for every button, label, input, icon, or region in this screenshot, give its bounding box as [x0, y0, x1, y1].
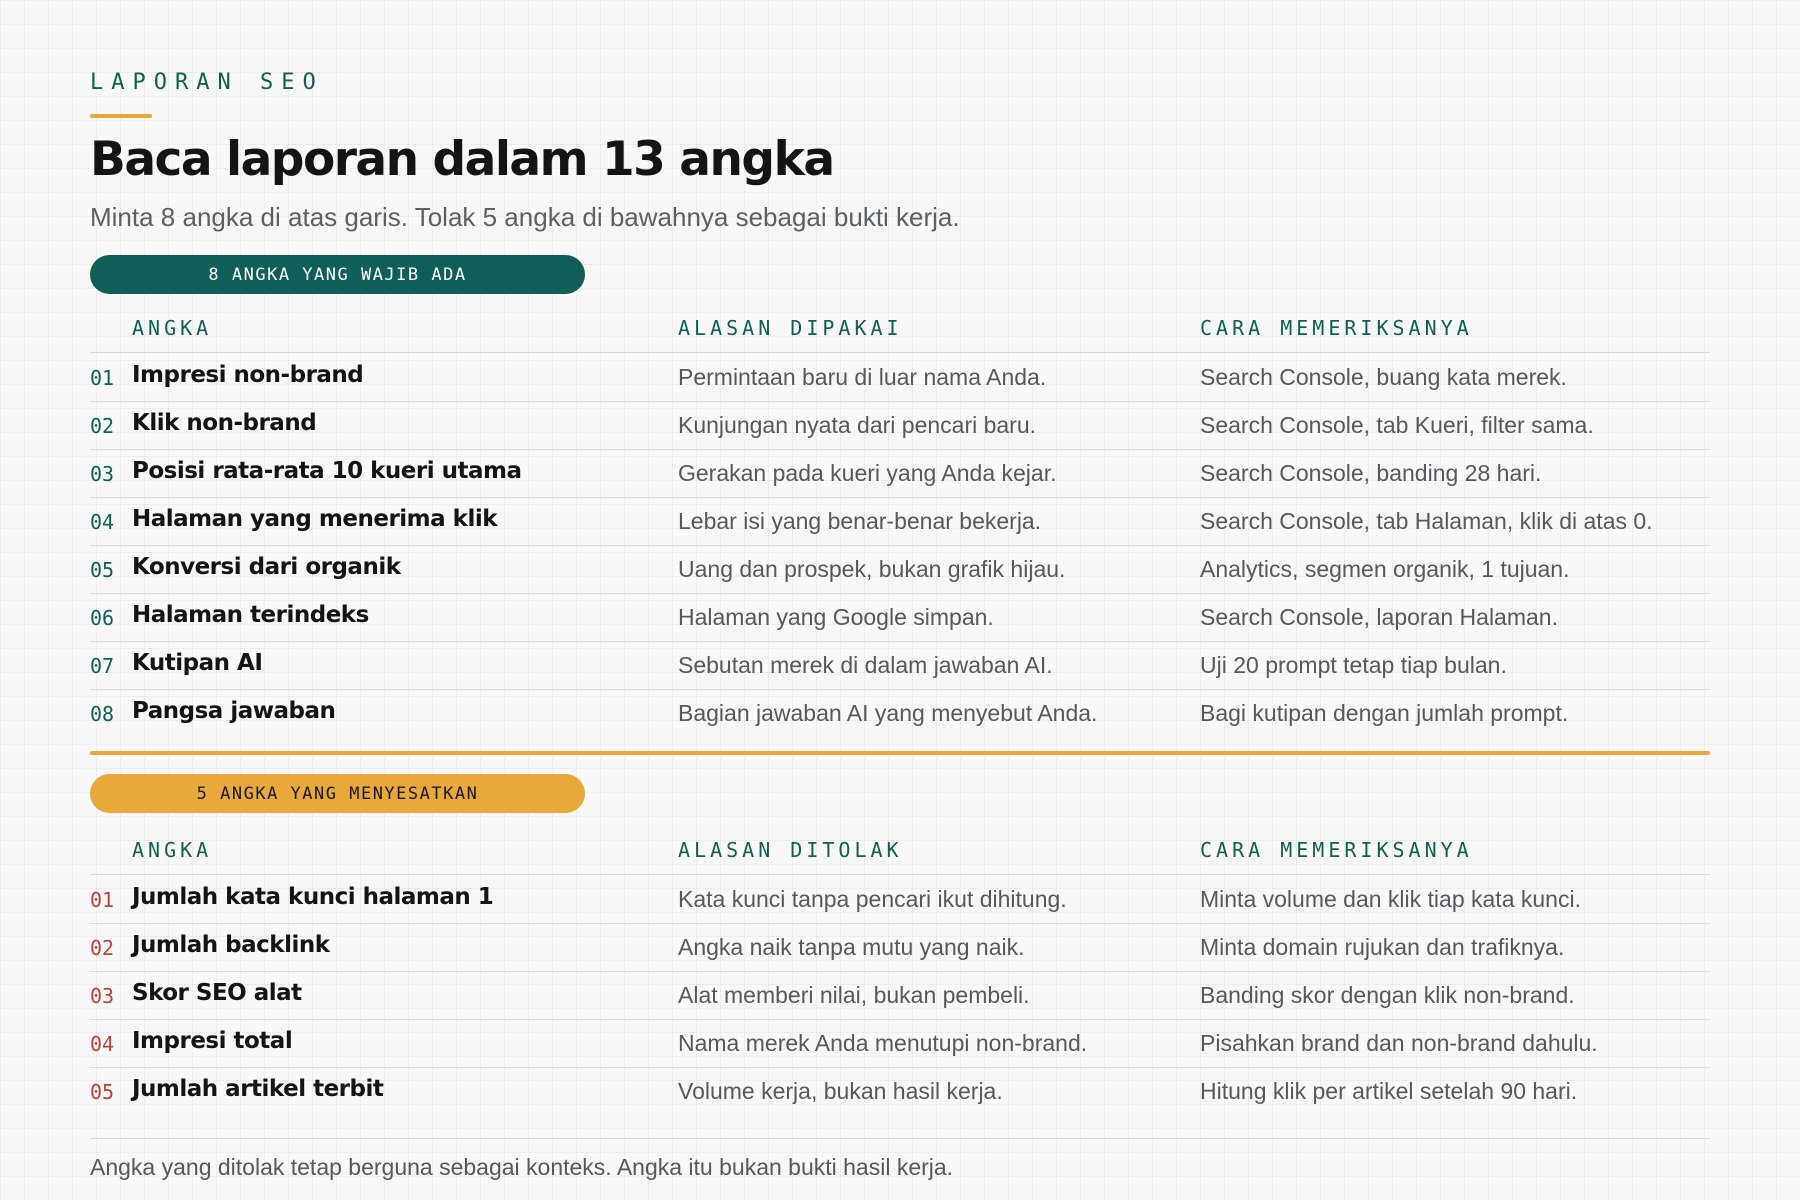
table-row	[90, 594, 1710, 642]
row-check: Banding skor dengan klik non-brand.	[1200, 982, 1575, 1008]
row-metric: Konversi dari organik	[132, 554, 401, 580]
table-row	[90, 876, 1710, 924]
row-reason: Volume kerja, bukan hasil kerja.	[678, 1078, 1003, 1104]
row-reason: Permintaan baru di luar nama Anda.	[678, 364, 1047, 390]
row-number: 01	[90, 366, 115, 390]
table-row	[90, 924, 1710, 972]
row-metric: Kutipan AI	[132, 650, 263, 676]
row-check: Analytics, segmen organik, 1 tujuan.	[1200, 556, 1570, 582]
row-reason: Alat memberi nilai, bukan pembeli.	[678, 982, 1030, 1008]
footnote: Angka yang ditolak tetap berguna sebagai konteks. Angka itu bukan bukti hasil kerja.	[90, 1154, 954, 1180]
row-reason: Angka naik tanpa mutu yang naik.	[678, 934, 1025, 960]
row-check: Minta volume dan klik tiap kata kunci.	[1200, 886, 1581, 912]
row-number: 02	[90, 414, 115, 438]
page-subtitle: Minta 8 angka di atas garis. Tolak 5 angka di bawahnya sebagai bukti kerja.	[90, 202, 960, 232]
header-check: CARA MEMERIKSANYA	[1200, 838, 1473, 862]
row-reason: Bagian jawaban AI yang menyebut Anda.	[678, 700, 1098, 726]
row-check: Uji 20 prompt tetap tiap bulan.	[1200, 652, 1507, 678]
row-metric: Jumlah backlink	[132, 932, 330, 958]
row-check: Hitung klik per artikel setelah 90 hari.	[1200, 1078, 1578, 1104]
table-row	[90, 690, 1710, 738]
row-metric: Impresi total	[132, 1028, 293, 1054]
row-number: 03	[90, 462, 115, 486]
row-check: Search Console, tab Halaman, klik di atas 0.	[1200, 508, 1653, 534]
row-metric: Posisi rata-rata 10 kueri utama	[132, 458, 522, 484]
row-metric: Jumlah artikel terbit	[132, 1076, 384, 1102]
kicker: LAPORAN SEO	[90, 70, 324, 95]
row-number: 05	[90, 558, 115, 582]
table-row	[90, 1020, 1710, 1068]
row-reason: Lebar isi yang benar-benar bekerja.	[678, 508, 1042, 534]
footnote-rule	[90, 1138, 1710, 1139]
row-check: Search Console, tab Kueri, filter sama.	[1200, 412, 1594, 438]
row-metric: Klik non-brand	[132, 410, 317, 436]
table-row	[90, 354, 1710, 402]
row-reason: Halaman yang Google simpan.	[678, 604, 994, 630]
row-metric: Halaman terindeks	[132, 602, 369, 628]
table-row	[90, 546, 1710, 594]
row-check: Bagi kutipan dengan jumlah prompt.	[1200, 700, 1569, 726]
row-metric: Jumlah kata kunci halaman 1	[132, 884, 494, 910]
header-reason: ALASAN DITOLAK	[678, 838, 903, 862]
row-reason: Nama merek Anda menutupi non-brand.	[678, 1030, 1088, 1056]
misleading-header-rule	[90, 874, 1710, 875]
table-row	[90, 498, 1710, 546]
required-header-rule	[90, 352, 1710, 353]
misleading-section-pill: 5 ANGKA YANG MENYESATKAN	[90, 774, 585, 813]
table-row	[90, 1068, 1710, 1116]
row-number: 05	[90, 1080, 115, 1104]
header-metric: ANGKA	[132, 838, 213, 862]
page-title: Baca laporan dalam 13 angka	[90, 132, 834, 187]
row-number: 04	[90, 510, 115, 534]
header-reason: ALASAN DIPAKAI	[678, 316, 903, 340]
row-number: 06	[90, 606, 115, 630]
table-row	[90, 642, 1710, 690]
row-metric: Impresi non-brand	[132, 362, 364, 388]
row-metric: Halaman yang menerima klik	[132, 506, 498, 532]
row-reason: Kata kunci tanpa pencari ikut dihitung.	[678, 886, 1067, 912]
required-table-header	[90, 316, 1710, 346]
row-check: Pisahkan brand dan non-brand dahulu.	[1200, 1030, 1598, 1056]
row-number: 04	[90, 1032, 115, 1056]
header-check: CARA MEMERIKSANYA	[1200, 316, 1473, 340]
row-number: 03	[90, 984, 115, 1008]
row-reason: Sebutan merek di dalam jawaban AI.	[678, 652, 1053, 678]
misleading-table-header	[90, 838, 1710, 868]
table-row	[90, 450, 1710, 498]
row-number: 02	[90, 936, 115, 960]
row-reason: Uang dan prospek, bukan grafik hijau.	[678, 556, 1066, 582]
row-number: 08	[90, 702, 115, 726]
row-check: Search Console, banding 28 hari.	[1200, 460, 1542, 486]
table-row	[90, 402, 1710, 450]
row-metric: Pangsa jawaban	[132, 698, 336, 724]
row-metric: Skor SEO alat	[132, 980, 302, 1006]
section-divider	[90, 751, 1710, 755]
row-check: Search Console, buang kata merek.	[1200, 364, 1567, 390]
row-reason: Gerakan pada kueri yang Anda kejar.	[678, 460, 1057, 486]
row-number: 07	[90, 654, 115, 678]
header-metric: ANGKA	[132, 316, 213, 340]
row-number: 01	[90, 888, 115, 912]
table-row	[90, 972, 1710, 1020]
row-check: Minta domain rujukan dan trafiknya.	[1200, 934, 1565, 960]
row-check: Search Console, laporan Halaman.	[1200, 604, 1558, 630]
required-section-pill: 8 ANGKA YANG WAJIB ADA	[90, 255, 585, 294]
kicker-underline	[90, 114, 152, 118]
row-reason: Kunjungan nyata dari pencari baru.	[678, 412, 1037, 438]
